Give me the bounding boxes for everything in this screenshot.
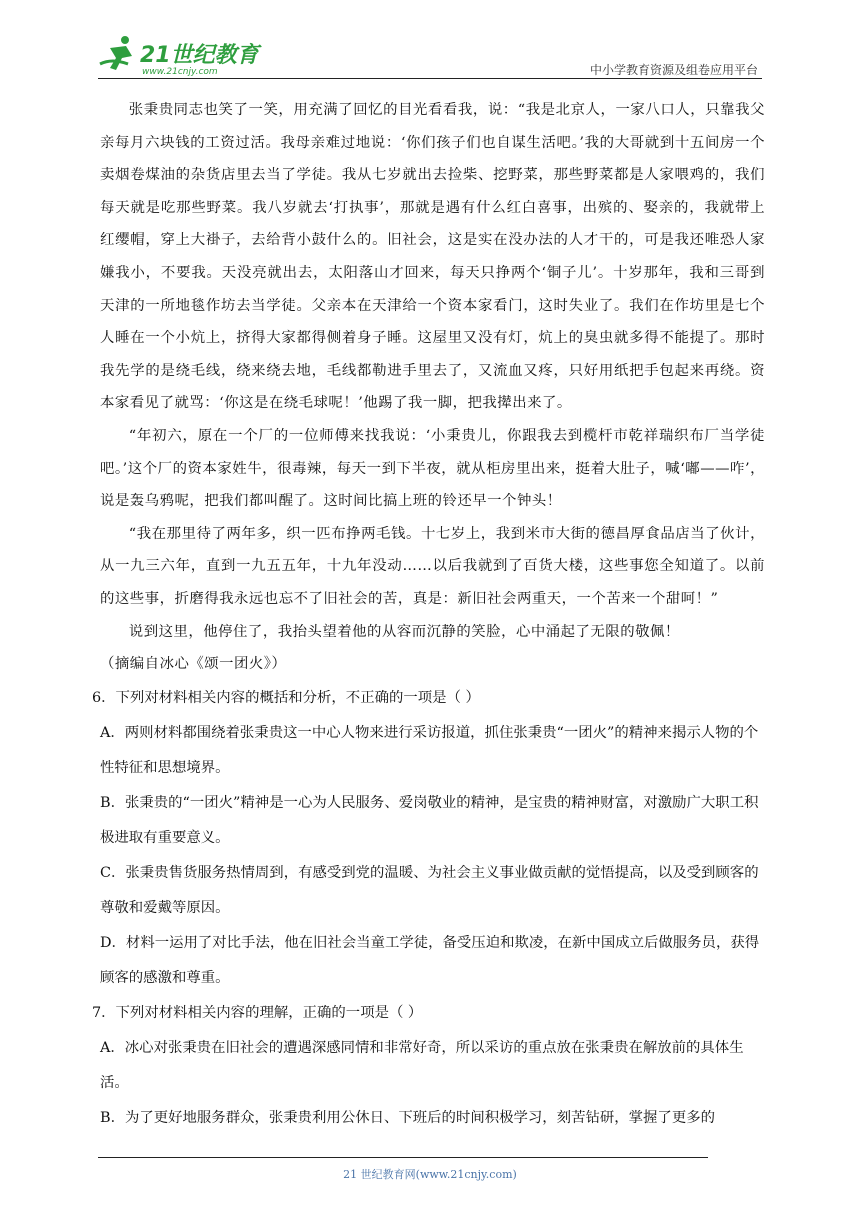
footer-divider	[98, 1157, 708, 1158]
passage-citation: （摘编自冰心《颂一团火》）	[100, 656, 287, 673]
question-stem: 7．下列对材料相关内容的理解，正确的一项是（ ）	[92, 1004, 423, 1021]
svg-text:www.21cnjy.com: www.21cnjy.com	[142, 67, 218, 77]
passage-paragraph: “年初六，原在一个厂的一位师傅来找我说：‘小秉贵儿，你跟我去到榄杆市乾祥瑞织布厂当学徒吧。’这个厂的资本家姓牛，很毒辣，每天一到下半夜，就从柜房里出来，挺着大肚子，喊‘嘟——咋’，说是轰乌鸦呢，把我们都叫醒了。这时间比搞上班的铃还早一个钟头！	[100, 427, 765, 510]
question-option: A．两则材料都围绕着张秉贵这一中心人物来进行采访报道，抓住张秉贵“一团火”的精神来揭示人物的个性特征和思想境界。	[100, 724, 759, 776]
header-divider	[98, 78, 762, 79]
passage-paragraph: “我在那里待了两年多，织一匹布挣两毛钱。十七岁上，我到米市大街的德昌厚食品店当了伙计，从一九三六年，直到一九五五年，十九年没动……以后我就到了百货大楼，这些事您全知道了。以前的这些事，折磨得我永远也忘不了旧社会的苦，真是：新旧社会两重天，一个苦来一个甜呵！”	[100, 525, 765, 607]
document-body	[92, 94, 765, 1136]
question-option: B．为了更好地服务群众，张秉贵利用公休日、下班后的时间积极学习，刻苦钻研，掌握了更多的	[100, 1109, 715, 1126]
question-option: B．张秉贵的“一团火”精神是一心为人民服务、爱岗敬业的精神，是宝贵的精神财富，对激励广大职工积极进取有重要意义。	[100, 794, 759, 846]
question-7	[92, 996, 765, 1136]
site-logo	[92, 34, 262, 78]
platform-name: 中小学教育资源及组卷应用平台	[589, 63, 758, 77]
question-option: C．张秉贵售货服务热情周到，有感受到党的温暖、为社会主义事业做贡献的觉悟提高，以及受到顾客的尊敬和爱戴等原因。	[100, 864, 759, 916]
passage-paragraph: 说到这里，他停住了，我抬头望着他的从容而沉静的笑脸，心中涌起了无限的敬佩！	[128, 623, 680, 640]
question-stem: 6．下列对材料相关内容的概括和分析，不正确的一项是（ ）	[92, 689, 480, 706]
svg-text:21世纪教育: 21世纪教育	[140, 43, 259, 68]
question-option: D．材料一运用了对比手法，他在旧社会当童工学徒，备受压迫和欺凌，在新中国成立后做服务员，获得顾客的感激和尊重。	[100, 934, 760, 986]
runner-icon	[100, 36, 132, 70]
passage-paragraph: 张秉贵同志也笑了一笑，用充满了回忆的目光看看我，说：“我是北京人，一家八口人，只靠我父亲每月六块钱的工资过活。我母亲难过地说：‘你们孩子们也自谋生活吧。’我的大哥就到十五间房一个卖烟卷煤油的杂货店里去当了学徒。我从七岁就出去捡柴、挖野菜，那些野菜都是人家喂鸡的，我们每天就是吃那些野菜。我八岁就去‘打执事’，那就是遇有什么红白喜事，出殡的、娶亲的，我就带上红缨帽，穿上大褂子，去给背小鼓什么的。旧社会，这是实在没办法的人才干的，可是我还唯恐人家嫌我小，不要我。天没亮就出去，太阳落山才回来，每天只挣两个‘铜子儿’。十岁那年，我和三哥到天津的一所地毯作坊去当学徒。父亲本在天津给一个资本家看门，这时失业了。我们在作坊里是七个人睡在一个小炕上，挤得大家都得侧着身子睡。这屋里又没有灯，炕上的臭虫就多得不能提了。那时我先学的是绕毛线，绕来绕去地，毛线都勒进手里去了，又流血又疼，只好用纸把手包起来再绕。资本家看见了就骂：‘你这是在绕毛球呢！’他踢了我一脚，把我撵出来了。	[100, 102, 765, 412]
question-6	[92, 681, 765, 996]
question-option: A．冰心对张秉贵在旧社会的遭遇深感同情和非常好奇，所以采访的重点放在张秉贵在解放前的具体生活。	[100, 1039, 744, 1091]
page-footer: 21 世纪教育网(www.21cnjy.com)	[343, 1168, 517, 1181]
page-header	[0, 0, 860, 80]
